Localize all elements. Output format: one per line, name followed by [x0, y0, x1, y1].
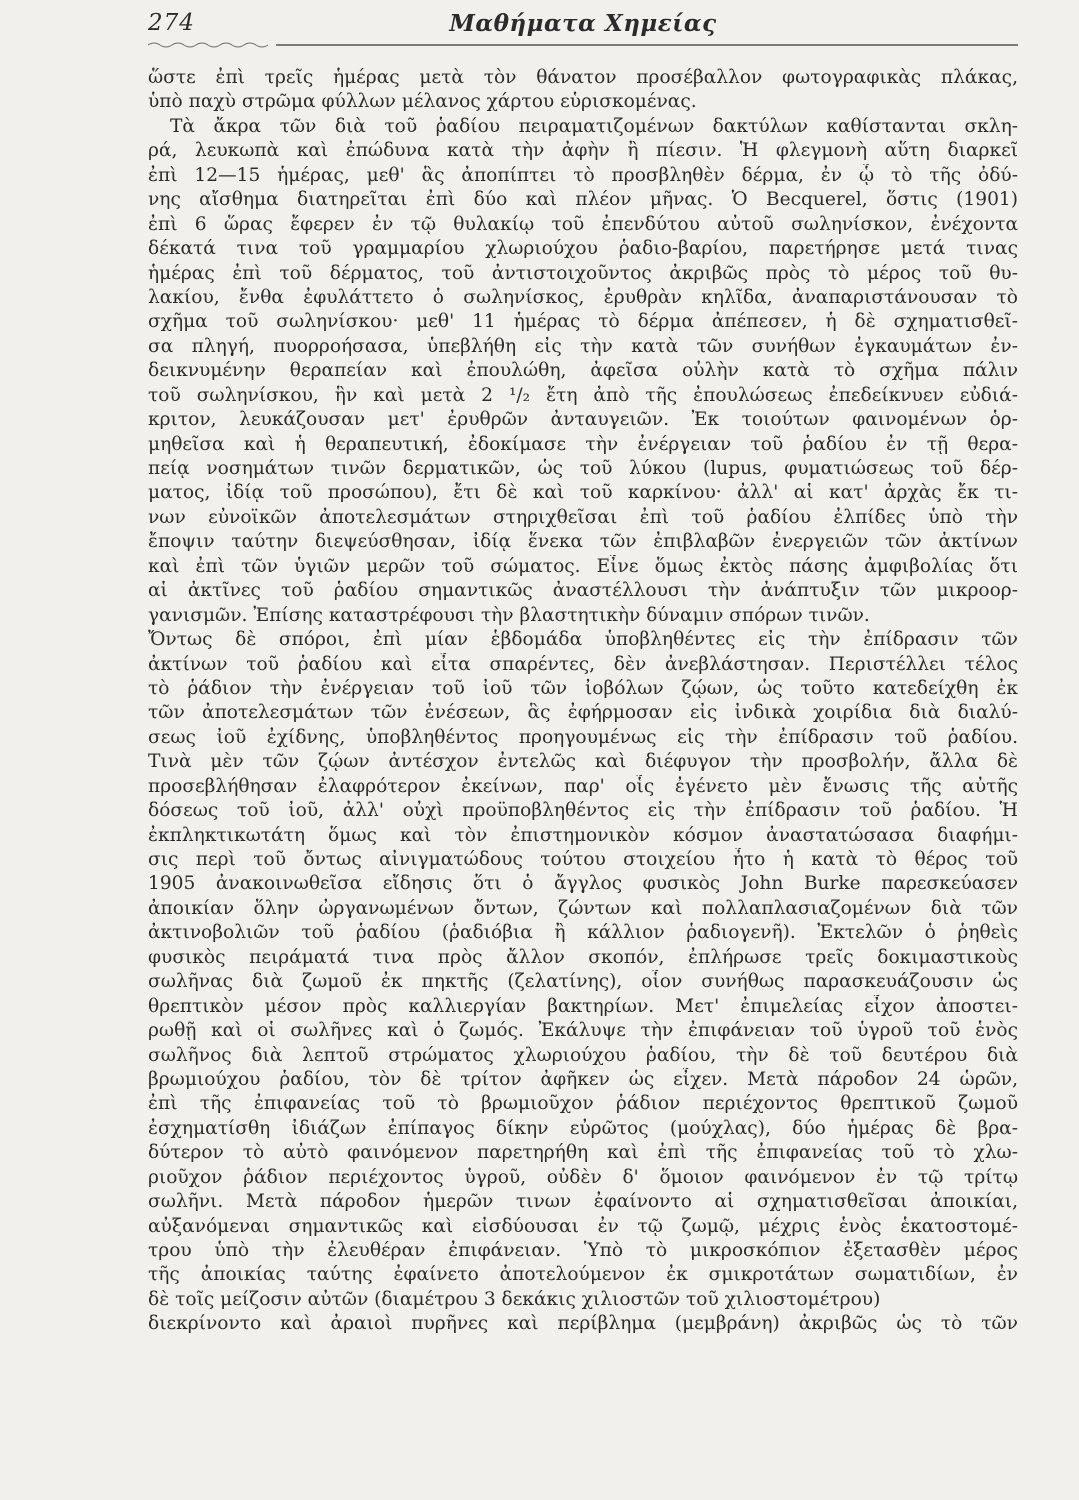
text-line: νης αἴσθημα διατηρεῖται ἐπὶ δύο καὶ πλέον μῆνας. Ὁ Becquerel, ὅστις (1901) [148, 189, 1018, 211]
text-line: ἐπὶ 12—15 ἡμέρας, μεθ' ἃς ἀποπίπτει τὸ προσβληθὲν δέρμα, ἐν ᾧ τὸ τῆς ὀδύ- [148, 164, 1018, 186]
text-line: ὥστε ἐπὶ τρεῖς ἡμέρας μετὰ τὸν θάνατον προσέβαλλον φωτογραφικὰς πλάκας, [148, 67, 1018, 88]
text-line: πείᾳ νοσημάτων τινῶν δερματικῶν, ὡς τοῦ λύκου (lupus, φυματιώσεως τοῦ δέρ- [148, 458, 1018, 479]
page-number: 274 [148, 10, 195, 36]
page-header [148, 10, 1018, 42]
text-line: δόσεως τοῦ ἰοῦ, ἀλλ' οὐχὶ προϋποβληθέντος εἰς τὴν ἐπίδρασιν τοῦ ῥαδίου. Ἡ [148, 800, 1018, 822]
text-line: σωλῆνι. Μετὰ πάροδον ἡμερῶν τινων ἐφαίνοντο αἱ σχηματισθεῖσαι ἀποικίαι, [148, 1191, 1018, 1213]
text-line: τῶν ἀποτελεσμάτων τῶν ἐνέσεων, ἃς ἐφήρμοσαν εἰς ἰνδικὰ χοιρίδια διὰ διαλύ- [148, 702, 1018, 724]
text-line: σα πληγή, πυορροήσασα, ὑπεβλήθη εἰς τὴν κατὰ τῶν συνήθων ἐγκαυμάτων ἐν- [148, 335, 1018, 357]
text-line: Ὄντως δὲ σπόροι, ἐπὶ μίαν ἑβδομάδα ὑποβληθέντες εἰς τὴν ἐπίδρασιν τῶν [148, 629, 1018, 651]
text-line: Τινὰ μὲν τῶν ζῴων ἀντέσχον ἐντελῶς καὶ διέφυγον τὴν προσβολήν, ἄλλα δὲ [148, 751, 1018, 773]
text-line: βρωμιούχου ῥαδίου, τὸν δὲ τρίτον ἀφῆκεν ὡς εἶχεν. Μετὰ πάροδον 24 ὡρῶν, [148, 1068, 1018, 1090]
text-line: τὸ ῥάδιον τὴν ἐνέργειαν τοῦ ἰοῦ τῶν ἰοβόλων ζῴων, ὡς τοῦτο κατεδείχθη ἐκ [148, 677, 1018, 699]
text-line: ρωθῇ καὶ οἱ σωλῆνες καὶ ὁ ζωμός. Ἐκάλυψε τὴν ἐπιφάνειαν τοῦ ὑγροῦ τοῦ ἑνὸς [148, 1020, 1018, 1042]
text-line: σις περὶ τοῦ ὄντως αἰνιγματώδους τούτου στοιχείου ἦτο ἡ κατὰ τὸ θέρος τοῦ [148, 849, 1018, 870]
text-line: ἀκτίνων τοῦ ῥαδίου καὶ εἶτα σπαρέντες, δὲν ἀνεβλάστησαν. Περιστέλλει τέλος [148, 653, 1018, 675]
text-line: ὑπὸ παχὺ στρῶμα φύλλων μέλανος χάρτου εὑρισκομένας. [148, 91, 697, 113]
text-line: ρά, λευκωπὰ καὶ ἐπώδυνα κατὰ τὴν ἀφὴν ἢ πίεσιν. Ἡ φλεγμονὴ αὕτη διαρκεῖ [148, 140, 1018, 162]
text-line: κριτον, λευκάζουσαν μετ' ἐρυθρῶν ἀνταυγειῶν. Ἐκ τοιούτων φαινομένων ὁρ- [148, 409, 1018, 431]
text-line: τῆς ἀποικίας ταύτης ἐφαίνετο ἀποτελούμενον ἐκ σμικροτάτων σωματιδίων, ἐν [148, 1264, 1018, 1286]
text-line: αὐξανόμεναι σημαντικῶς καὶ εἰσδύουσαι ἐν τῷ ζωμῷ, μέχρις ἑνὸς ἑκατοστομέ- [148, 1215, 1018, 1237]
text-line: ριοῦχον ῥάδιον περιέχοντος ὑγροῦ, οὐδὲν δ' ὅμοιον φαινόμενον ἐν τῷ τρίτῳ [148, 1166, 1018, 1188]
text-line: ἐπὶ 6 ὥρας ἔφερεν ἐν τῷ θυλακίῳ τοῦ ἐπενδύτου αὐτοῦ σωληνίσκον, ἐνέχοντα [148, 213, 1018, 235]
text-line: ἐπὶ τῆς ἐπιφανείας τοῦ τὸ βρωμιοῦχον ῥάδιον περιέχοντος θρεπτικοῦ ζωμοῦ [148, 1093, 1018, 1115]
header-rule [148, 40, 1018, 50]
text-line: ματος, ἰδίᾳ τοῦ προσώπου), ἔτι δὲ καὶ τοῦ καρκίνου· ἀλλ' αἱ κατ' ἀρχὰς ἔκ τι- [148, 482, 1018, 504]
text-line: λακίου, ἔνθα ἐφυλάττετο ὁ σωληνίσκος, ἐρυθρὰν κηλῖδα, ἀναπαριστάνουσαν τὸ [148, 286, 1018, 308]
text-line: ἡμέρας ἐπὶ τοῦ δέρματος, τοῦ ἀντιστοιχοῦντος ἀκριβῶς πρὸς τὸ μέρος τοῦ θυ- [148, 262, 1018, 284]
running-title: Μαθήματα Χημείας [449, 10, 717, 37]
text-line: δὲ τοῖς μείζοσιν αὐτῶν (διαμέτρου 3 δεκάκις χιλιοστῶν τοῦ χιλιοστομέτρου) [148, 1288, 881, 1310]
text-line: γανισμῶν. Ἐπίσης καταστρέφουσι τὴν βλαστητικὴν δύναμιν σπόρων τινῶν. [148, 604, 870, 626]
text-line: Τὰ ἄκρα τῶν διὰ τοῦ ῥαδίου πειραματιζομένων δακτύλων καθίστανται σκλη- [170, 115, 1018, 137]
text-line: σεως ἰοῦ ἐχίδνης, ὑποβληθέντος προηγουμένως εἰς τὴν ἐπίδρασιν τοῦ ῥαδίου. [148, 726, 1018, 748]
text-line: δέκατά τινα τοῦ γραμμαρίου χλωριούχου ῥαδιο-βαρίου, παρετήρησε μετά τινας [148, 238, 1018, 260]
text-line: σωλῆνας διὰ ζωμοῦ ἐκ πηκτῆς (ζελατίνης), οἷον συνήθως παρασκευάζουσιν ὡς [148, 971, 1018, 993]
text-line: σωλῆνος διὰ λεπτοῦ στρώματος χλωριούχου ῥαδίου, τὴν δὲ τοῦ δευτέρου διὰ [148, 1044, 1018, 1066]
body-text [148, 66, 1018, 1337]
text-line: δύτερον τὸ αὐτὸ φαινόμενον παρετηρήθη καὶ ἐπὶ τῆς ἐπιφανείας τοῦ τὸ χλω- [148, 1142, 1018, 1164]
text-line: διεκρίνοντο καὶ ἀραιοὶ πυρῆνες καὶ περίβλημα (μεμβράνη) ἀκριβῶς ὡς τὸ τῶν [148, 1313, 1018, 1335]
text-line: ἐσχηματίσθη ἰδιάζων ἐπίπαγος δίκην εὐρῶτος (μούχλας), δύο ἡμέρας δὲ βρα- [148, 1117, 1018, 1139]
text-line: δεικνυμένην θεραπείαν καὶ ἐπουλώθη, ἀφεῖσα οὐλὴν κατὰ τὸ σχῆμα πάλιν [148, 360, 1018, 382]
text-line: ἀποικίαν ὅλην ὠργανωμένων ὄντων, ζώντων καὶ πολλαπλασιαζομένων διὰ τῶν [148, 897, 1018, 919]
text-line: αἱ ἀκτῖνες τοῦ ῥαδίου σημαντικῶς ἀναστέλλουσι τὴν ἀνάπτυξιν τῶν μικροορ- [148, 580, 1018, 602]
text-line: ἐκπληκτικωτάτη ὅμως καὶ τὸν ἐπιστημονικὸν κόσμον ἀναστατώσασα διαφήμι- [148, 824, 1018, 846]
text-line: τρου ὑπὸ τὴν ἐλευθέραν ἐπιφάνειαν. Ὑπὸ τὸ μικροσκόπιον ἐξετασθὲν μέρος [148, 1240, 1018, 1261]
text-line: 1905 ἀνακοινωθεῖσα εἴδησις ὅτι ὁ ἄγγλος φυσικὸς John Burke παρεσκεύασεν [148, 873, 1018, 895]
text-line: προσεβλήθησαν ἐλαφρότερον ἐκείνων, παρ' οἷς ἐγένετο μὲν ἔνωσις τῆς αὐτῆς [148, 775, 1018, 797]
text-line: καὶ ἐπὶ τῶν ὑγιῶν μερῶν τοῦ σώματος. Εἶνε ὅμως ἐκτὸς πάσης ἀμφιβολίας ὅτι [148, 555, 1018, 577]
text-line: θρεπτικὸν μέσον πρὸς καλλιεργίαν βακτηρίων. Μετ' ἐπιμελείας εἶχον ἀποστει- [148, 995, 1018, 1017]
text-line: ἀκτινοβολιῶν τοῦ ῥαδίου (ῥαδιόβια ἢ κάλλιον ῥαδιογενῆ). Ἐκτελῶν ὁ ῥηθεὶς [148, 922, 1018, 944]
text-line: ἔποψιν ταύτην διεψεύσθησαν, ἰδίᾳ ἕνεκα τῶν ἐπιβλαβῶν ἐνεργειῶν τῶν ἀκτίνων [148, 531, 1018, 553]
text-line: μηθεῖσα καὶ ἡ θεραπευτική, ἐδοκίμασε τὴν ἐνέργειαν τοῦ ῥαδίου ἐν τῇ θερα- [148, 433, 1018, 455]
text-line: σχῆμα τοῦ σωληνίσκου· μεθ' 11 ἡμέρας τὸ δέρμα ἀπέπεσεν, ἡ δὲ σχηματισθεῖ- [148, 311, 1018, 333]
text-line: φυσικὸς πειράματά τινα πρὸς ἄλλον σκοπόν, ἐπλήρωσε τρεῖς δοκιμαστικοὺς [148, 946, 1018, 968]
text-line: νων εὐνοϊκῶν ἀποτελεσμάτων στηριχθεῖσαι ἐπὶ τοῦ ῥαδίου ἐλπίδες ὑπὸ τὴν [148, 506, 1018, 528]
text-line: τοῦ σωληνίσκου, ἣν καὶ μετὰ 2 ¹/₂ ἔτη ἀπὸ τῆς ἐπουλώσεως ἐπεδείκνυεν εὐδιά- [148, 384, 1018, 406]
